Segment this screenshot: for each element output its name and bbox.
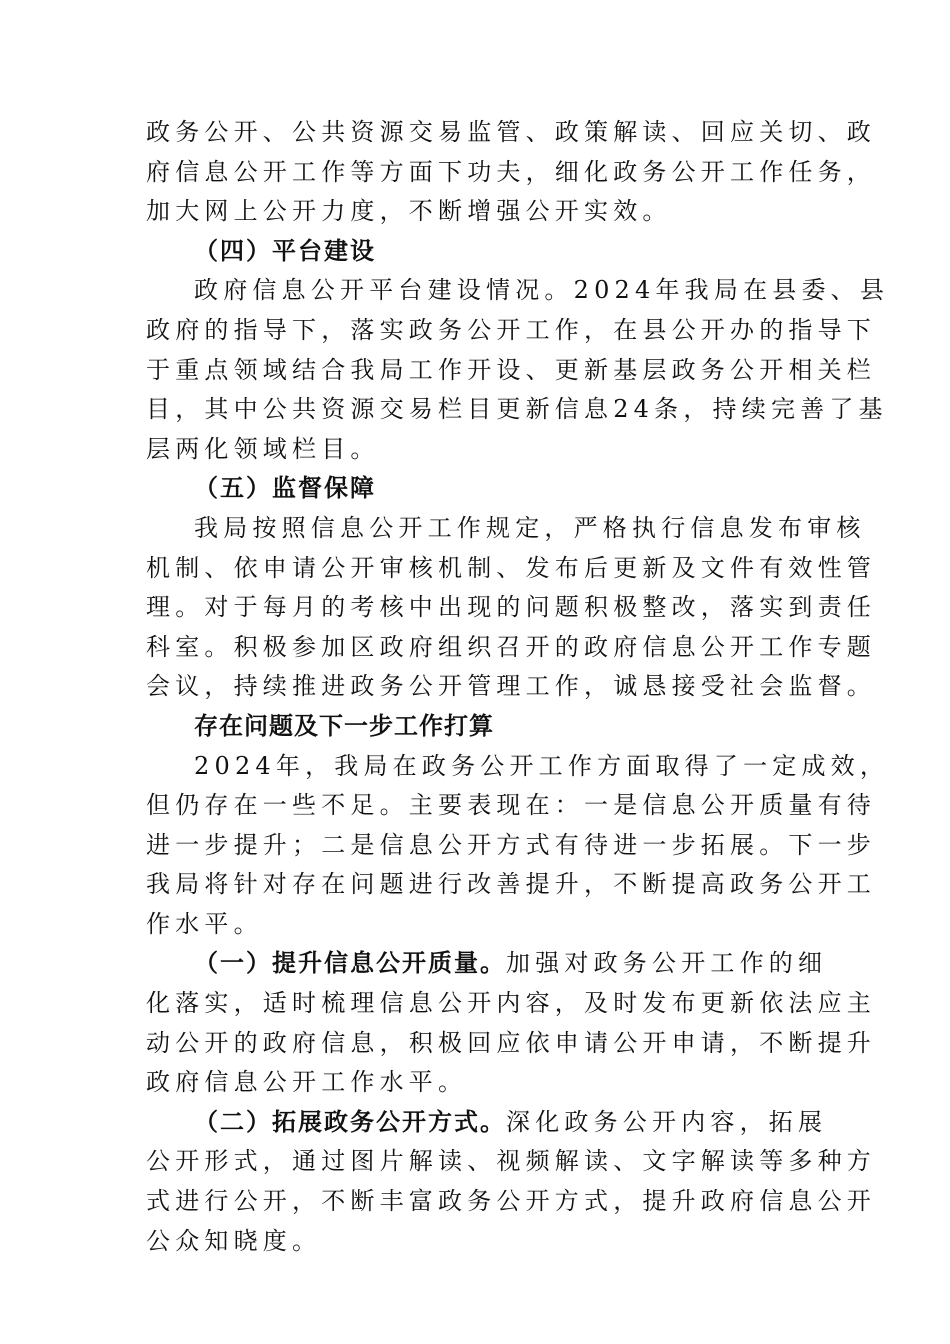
- paragraph-line: [146, 430, 806, 470]
- paragraph-line: [146, 351, 876, 391]
- paragraph-line: [146, 1182, 876, 1222]
- line-text: 但仍存在一些不足。主要表现在：一是信息公开质量有待: [146, 791, 876, 820]
- paragraph-line: [146, 509, 866, 549]
- section-heading: [146, 469, 806, 509]
- line-text: 式进行公开，不断丰富政务公开方式，提升政府信息公开: [146, 1187, 876, 1216]
- line-text: （四）平台建设: [194, 236, 376, 265]
- paragraph-line: [146, 1142, 876, 1182]
- line-text: 化落实，适时梳理信息公开内容，及时发布更新依法应主: [146, 989, 876, 1018]
- paragraph-line: [146, 1103, 828, 1143]
- line-text: 加大网上公开力度，不断增强公开实效。: [146, 197, 672, 226]
- line-text: 公开形式，通过图片解读、视频解读、文字解读等多种方: [146, 1147, 876, 1176]
- line-text: （五）监督保障: [194, 474, 376, 503]
- paragraph-line: [146, 549, 876, 589]
- line-text: 存在问题及下一步工作打算: [194, 711, 494, 740]
- paragraph-line: [146, 905, 806, 945]
- line-text: 理。对于每月的考核中出现的问题积极整改，落实到责任: [146, 593, 876, 622]
- line-text: 政府的指导下，落实政务公开工作，在县公开办的指导下: [146, 315, 876, 344]
- paragraph-line: [146, 1024, 876, 1064]
- line-text: 作水平。: [146, 909, 263, 938]
- bold-lead-text: （一）提升信息公开质量。: [194, 949, 506, 978]
- line-text: 加强对政务公开工作的细: [506, 949, 828, 978]
- line-text: 我局将针对存在问题进行改善提升，不断提高政务公开工: [146, 870, 876, 899]
- paragraph-line: [146, 311, 876, 351]
- line-text: 会议，持续推进政务公开管理工作，诚恳接受社会监督。: [146, 672, 876, 701]
- line-text: 动公开的政府信息，积极回应依申请公开申请，不断提升: [146, 1028, 876, 1057]
- line-text: 科室。积极参加区政府组织召开的政府信息公开工作专题: [146, 632, 876, 661]
- line-text: 进一步提升；二是信息公开方式有待进一步拓展。下一步: [146, 830, 876, 859]
- paragraph-line: [146, 153, 876, 193]
- line-text: 目，其中公共资源交易栏目更新信息24条，持续完善了基: [146, 395, 888, 424]
- paragraph-line: [146, 271, 890, 311]
- bold-lead-text: （二）拓展政务公开方式。: [194, 1107, 506, 1136]
- line-text: 政务公开、公共资源交易监管、政策解读、回应关切、政: [146, 118, 876, 146]
- paragraph-line: [146, 588, 876, 628]
- line-text: 层两化领域栏目。: [146, 434, 380, 463]
- line-text: 公众知晓度。: [146, 1226, 322, 1255]
- line-text: 政府信息公开工作水平。: [146, 1068, 468, 1097]
- paragraph-line: [146, 1063, 806, 1103]
- paragraph-line: [146, 865, 876, 905]
- line-text: 府信息公开工作等方面下功夫，细化政务公开工作任务，: [146, 157, 876, 186]
- paragraph-line: [146, 192, 806, 232]
- paragraph-line: [146, 944, 828, 984]
- paragraph-line: [146, 747, 890, 787]
- line-text: 我局按照信息公开工作规定，严格执行信息发布审核: [194, 513, 866, 542]
- section-heading: [146, 232, 806, 272]
- paragraph-line: [146, 786, 876, 826]
- section-heading: [146, 707, 806, 747]
- paragraph-line: [146, 826, 876, 866]
- line-text: 政府信息公开平台建设情况。2024年我局在县委、县: [194, 276, 890, 305]
- line-text: 深化政务公开内容，拓展: [506, 1107, 828, 1136]
- line-text: 于重点领域结合我局工作开设、更新基层政务公开相关栏: [146, 355, 876, 384]
- paragraph-line: [146, 113, 876, 153]
- paragraph-line: [146, 667, 876, 707]
- line-text: 2024年，我局在政务公开工作方面取得了一定成效，: [194, 751, 890, 780]
- paragraph-line: [146, 390, 888, 430]
- paragraph-line: [146, 984, 876, 1024]
- paragraph-line: [146, 1222, 806, 1262]
- paragraph-line: [146, 628, 876, 668]
- document-page: [146, 113, 890, 1261]
- line-text: 机制、依申请公开审核机制、发布后更新及文件有效性管: [146, 553, 876, 582]
